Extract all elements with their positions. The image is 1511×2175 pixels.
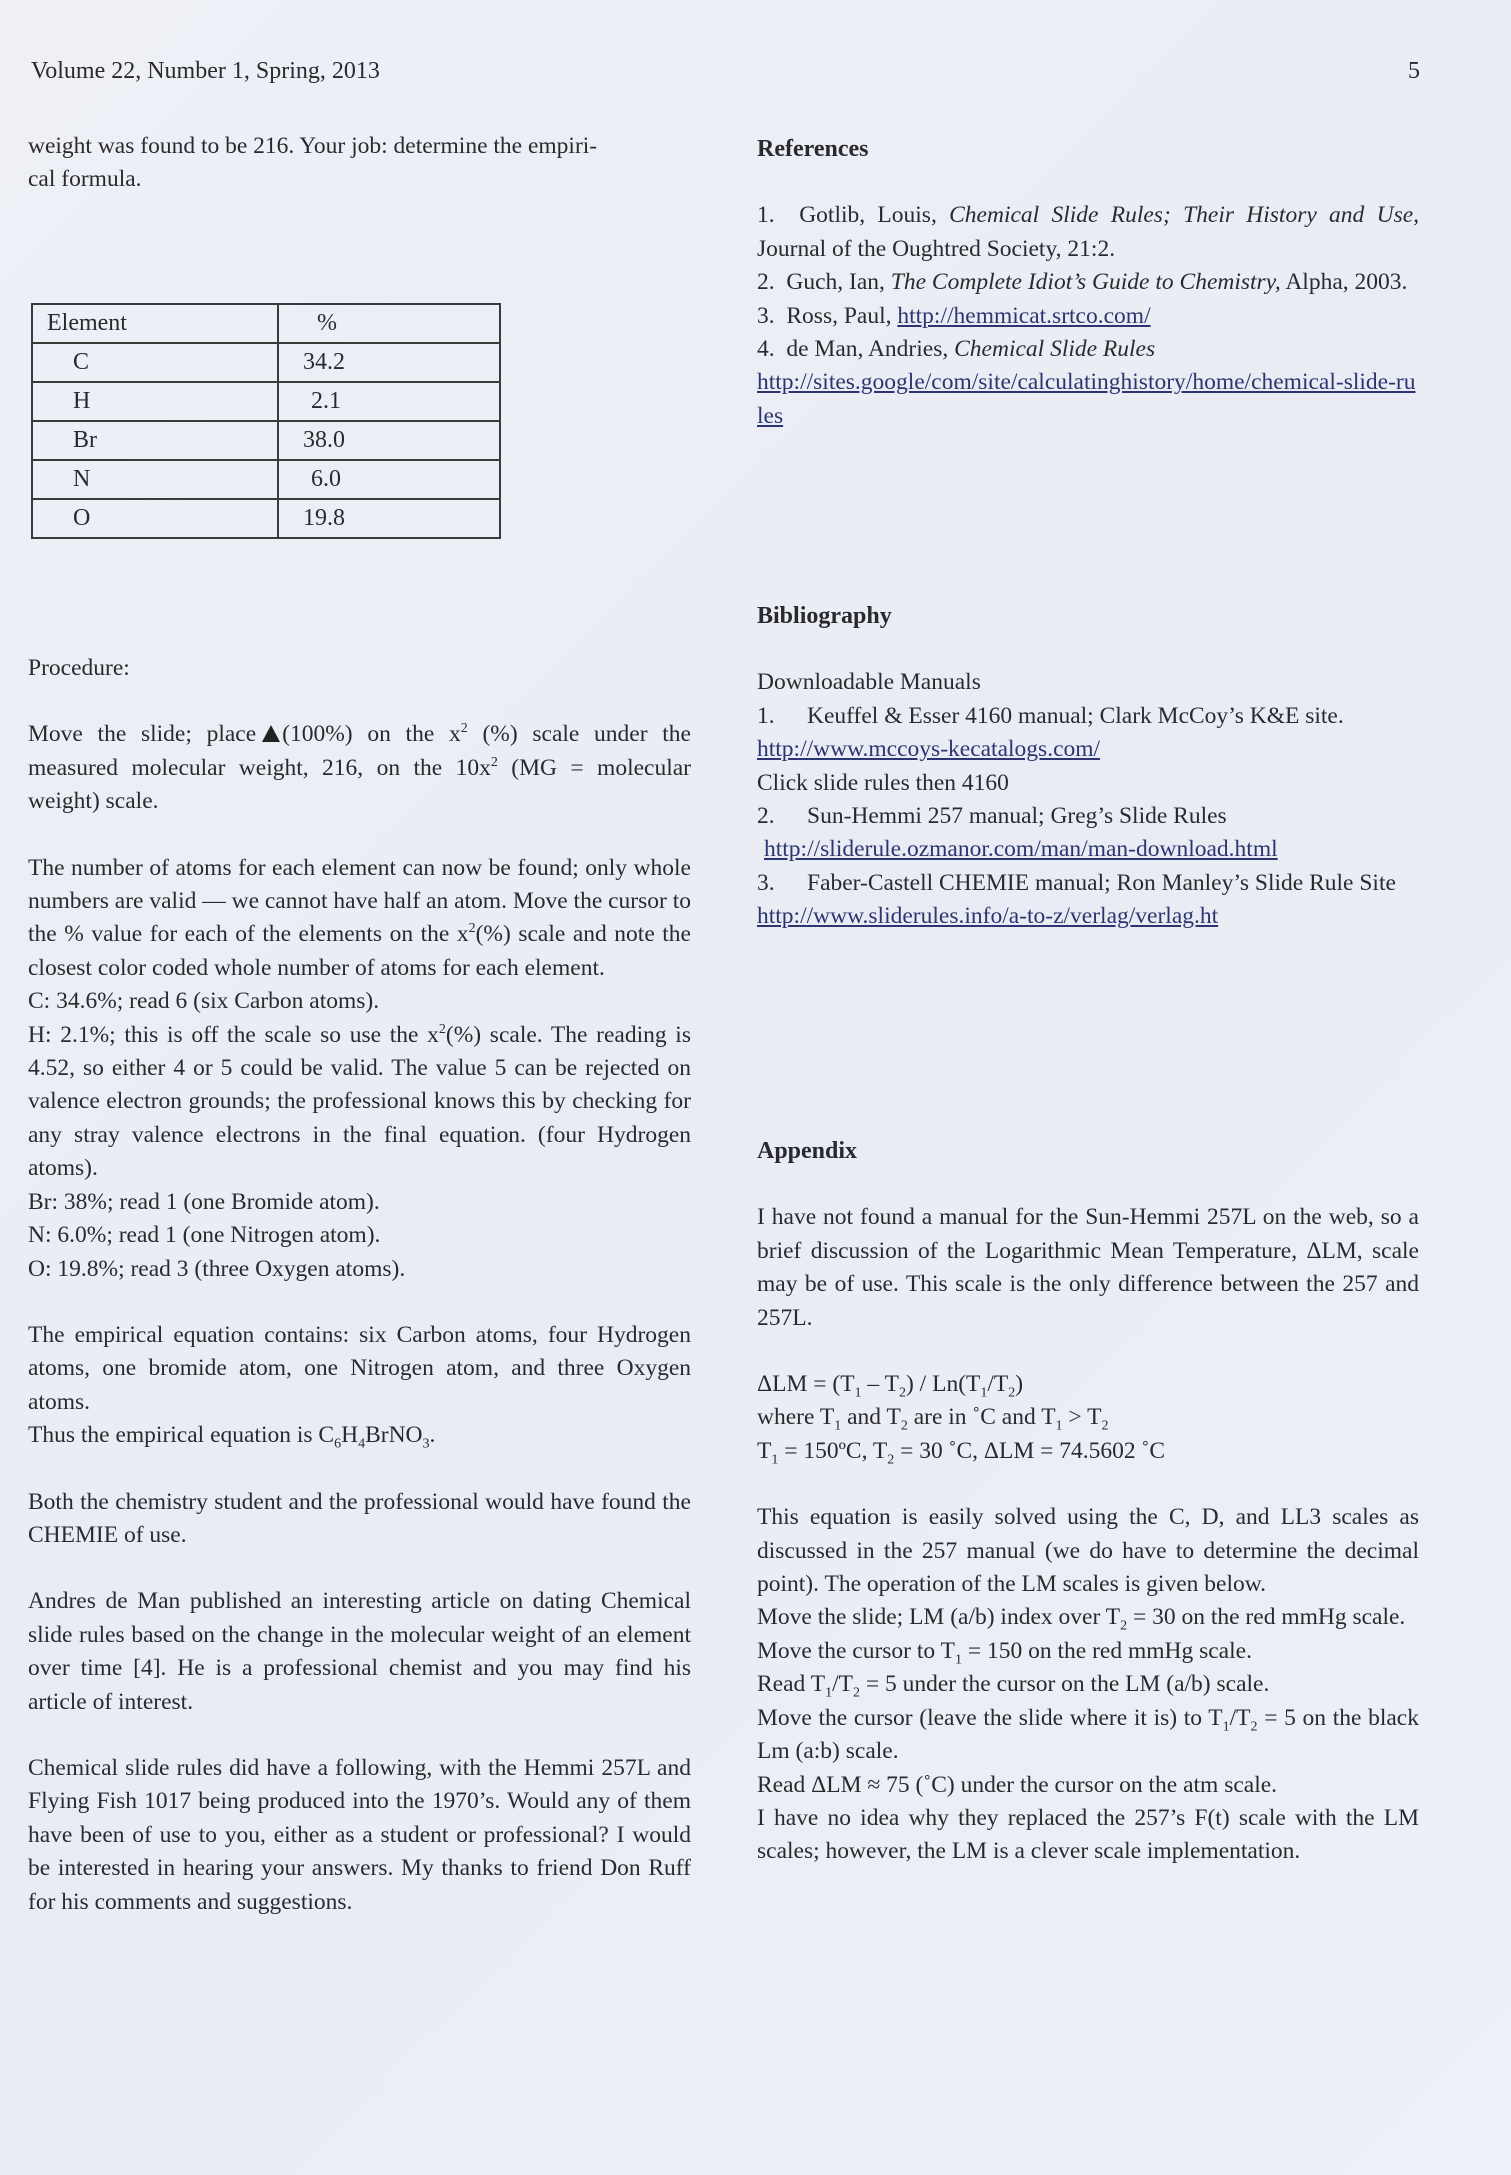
p1-text-b: (100%) on the x xyxy=(282,721,461,748)
formula-sub: 4 xyxy=(358,1436,366,1452)
eq-sub: 2 xyxy=(887,1452,895,1468)
cell-element: O xyxy=(32,499,278,538)
manual-item xyxy=(757,867,1419,900)
formula-sub: 3 xyxy=(422,1436,430,1452)
manual-note: Click slide rules then 4160 xyxy=(757,769,1009,796)
reference-link-line xyxy=(757,366,1419,433)
p2-text-b: (%) scale and note the closest color coded whole number of atoms for each element. xyxy=(28,921,691,981)
step-text: Move the cursor (leave the slide where it is) to T xyxy=(757,1704,1223,1731)
step-sub: 2 xyxy=(852,1685,860,1701)
ref-author: Ross, Paul, xyxy=(786,302,892,329)
de-man-paragraph: Andres de Man published an interesting article on dating Chemical slide rules based on the change in the molecular weight of an element over time [4]. He is a professional chemist and you may find his article of interest. xyxy=(28,1588,691,1715)
oxygen-line: O: 19.8%; read 3 (three Oxygen atoms). xyxy=(28,1255,406,1282)
appendix-heading: Appendix xyxy=(757,1138,858,1164)
closing-paragraph: Chemical slide rules did have a following, with the Hemmi 257L and Flying Fish 1017 being produced into the 1970’s. Would any of them have been of use to you, either as a student or professional? I would be interested in hearing your answers. My thanks to friend Don Ruff for his comments and suggestions. xyxy=(28,1754,691,1915)
cell-element: Br xyxy=(32,421,278,460)
step-sub: 1 xyxy=(825,1685,833,1701)
header-percent: % xyxy=(278,304,500,343)
manual-item xyxy=(757,700,1419,733)
ref-link[interactable]: http://sites.google/com/site/calculatinghistory/home/chemical-slide-rules xyxy=(757,369,1416,429)
running-header: Volume 22, Number 1, Spring, 2013 xyxy=(31,58,380,84)
ref-author: de Man, Andries, xyxy=(786,336,949,363)
cell-percent: 38.0 xyxy=(278,421,500,460)
h-text-a: H: 2.1%; this is off the scale so use the x xyxy=(28,1021,439,1048)
ref-num: 3. xyxy=(757,302,775,329)
eq-text: – T xyxy=(861,1371,899,1398)
eq-text: where T xyxy=(757,1404,835,1431)
table-row xyxy=(32,343,500,382)
table-row xyxy=(32,421,500,460)
ref-title: Chemical Slide Rules xyxy=(954,336,1156,363)
hydrogen-paragraph xyxy=(28,1019,691,1186)
equation-line-1 xyxy=(757,1368,1419,1401)
table-row xyxy=(32,499,500,538)
eq-text: T xyxy=(757,1437,772,1464)
appendix-step xyxy=(757,1601,1419,1634)
step-text: Move the cursor to T xyxy=(757,1637,955,1664)
procedure-step-paragraph xyxy=(28,718,691,818)
step-text: = 30 on the red mmHg scale. xyxy=(1127,1604,1406,1631)
step-text: Move the slide; LM (a/b) index over T xyxy=(757,1604,1121,1631)
appendix-closing: I have no idea why they replaced the 257’s F(t) scale with the LM scales; however, the LM is a clever scale implementation. xyxy=(757,1804,1419,1865)
atoms-paragraph xyxy=(28,852,691,986)
appendix-method: This equation is easily solved using the C, D, and LL3 scales as discussed in the 257 manual (we do have to determine the decimal point). The operation of the LM scales is given below. xyxy=(757,1504,1419,1598)
references-section xyxy=(757,133,1419,433)
eq-text: = 150ºC, T xyxy=(778,1437,888,1464)
reference-item xyxy=(757,300,1419,333)
intro-paragraph xyxy=(28,130,691,197)
bromine-line: Br: 38%; read 1 (one Bromide atom). xyxy=(28,1188,380,1215)
element-percent-table xyxy=(31,303,501,539)
eq-text: ) / Ln(T xyxy=(905,1371,981,1398)
cell-element: N xyxy=(32,460,278,499)
equation-line-3 xyxy=(757,1435,1419,1468)
ref-author: Gotlib, Louis, xyxy=(799,202,937,229)
ref-num: 1. xyxy=(757,202,775,229)
ref-num: 2. xyxy=(757,269,775,296)
step-text: /T xyxy=(832,1671,853,1698)
cell-percent: 34.2 xyxy=(278,343,500,382)
p1-sup: 2 xyxy=(460,721,468,737)
appendix-step: Read ΔLM ≈ 75 (˚C) under the cursor on the atm scale. xyxy=(757,1771,1278,1798)
manual-item xyxy=(757,800,1419,833)
step-sub: 1 xyxy=(1222,1719,1230,1735)
cell-percent: 6.0 xyxy=(278,460,500,499)
equation-line-2 xyxy=(757,1401,1419,1434)
eq-sub: 1 xyxy=(980,1385,988,1401)
appendix-step xyxy=(757,1668,1419,1701)
manual-link[interactable]: http://www.mccoys-kecatalogs.com/ xyxy=(757,736,1101,763)
empirical-formula-line xyxy=(28,1419,691,1452)
appendix-step xyxy=(757,1635,1419,1668)
triangle-index-icon xyxy=(262,725,280,742)
p2-text-a: The number of atoms for each element can now be found; only whole numbers are valid — we cannot have half an atom. Move the cursor to the % value for each of the elements on the x xyxy=(28,854,692,948)
procedure-section xyxy=(28,652,691,1919)
manual-num: 3. xyxy=(757,869,775,896)
eq-text: > T xyxy=(1062,1404,1102,1431)
references-heading: References xyxy=(757,136,869,162)
reference-item xyxy=(757,199,1419,266)
cell-element: H xyxy=(32,382,278,421)
ref-title: The Complete Idiot’s Guide to Chemistry, xyxy=(890,269,1281,296)
ref-title: Chemical Slide Rules; Their History and Use, xyxy=(949,202,1420,229)
ref-num: 4. xyxy=(757,336,775,363)
cell-percent: 2.1 xyxy=(278,382,500,421)
eq-text: /T xyxy=(987,1371,1009,1398)
step-sub: 2 xyxy=(1250,1719,1258,1735)
p2-sup: 2 xyxy=(468,921,476,937)
table-row xyxy=(32,382,500,421)
p1-sup: 2 xyxy=(490,754,498,770)
eq-sub: 1 xyxy=(771,1452,779,1468)
bibliography-heading: Bibliography xyxy=(757,603,892,629)
formula-end: . xyxy=(429,1422,436,1449)
ref-rest: Alpha, 2003. xyxy=(1285,269,1408,296)
formula-sub: 6 xyxy=(334,1436,342,1452)
eq-sub: 1 xyxy=(854,1385,862,1401)
formula-prefix: Thus the empirical equation is C xyxy=(28,1422,335,1449)
h-sup: 2 xyxy=(438,1021,446,1037)
table-header-row xyxy=(32,304,500,343)
reference-item xyxy=(757,266,1419,299)
step-text: Read T xyxy=(757,1671,826,1698)
ref-link[interactable]: http://hemmicat.srtco.com/ xyxy=(897,302,1151,329)
p1-text-c: (%) scale under the measured molecular weight, 216, on the 10x xyxy=(28,721,691,781)
manual-link[interactable]: http://www.sliderules.info/a-to-z/verlag/verlag.ht xyxy=(757,903,1219,930)
step-text: = 150 on the red mmHg scale. xyxy=(961,1637,1252,1664)
manual-link-line xyxy=(757,900,1419,933)
step-text: = 5 on the black Lm (a:b) scale. xyxy=(757,1704,1419,1765)
page-number: 5 xyxy=(1408,58,1420,84)
manual-link-line xyxy=(757,833,1419,866)
bibliography-section xyxy=(757,600,1419,934)
formula-brno: BrNO xyxy=(365,1422,423,1449)
ref-rest: Journal of the Oughtred Society, 21:2. xyxy=(757,235,1116,262)
step-sub: 1 xyxy=(954,1652,962,1668)
manual-text: Sun-Hemmi 257 manual; Greg’s Slide Rules xyxy=(807,803,1227,830)
eq-sub: 1 xyxy=(1055,1419,1063,1435)
intro-line-2: cal formula. xyxy=(28,166,142,193)
manual-link[interactable]: http://sliderule.ozmanor.com/man/man-download.html xyxy=(764,836,1278,863)
nitrogen-line: N: 6.0%; read 1 (one Nitrogen atom). xyxy=(28,1222,381,1249)
step-text: = 5 under the cursor on the LM (a/b) scale. xyxy=(859,1671,1270,1698)
eq-sub: 1 xyxy=(834,1419,842,1435)
eq-sub: 2 xyxy=(900,1419,908,1435)
eq-text: ) xyxy=(1015,1371,1024,1398)
eq-text: ΔLM = (T xyxy=(757,1371,855,1398)
cell-percent: 19.8 xyxy=(278,499,500,538)
formula-h: H xyxy=(341,1422,359,1449)
appendix-intro: I have not found a manual for the Sun-Hemmi 257L on the web, so a brief discussion of the Logarithmic Mean Temperature, ΔLM, scale may be of use. This scale is the only difference between the 257 and 257L. xyxy=(757,1204,1419,1331)
manual-text: Faber-Castell CHEMIE manual; Ron Manley’s Slide Rule Site xyxy=(807,869,1396,896)
manual-link-line xyxy=(757,733,1419,766)
procedure-label: Procedure: xyxy=(28,655,130,681)
p1-text-a: Move the slide; place xyxy=(28,721,257,748)
eq-text: are in ˚C and T xyxy=(907,1404,1056,1431)
intro-line-1: weight was found to be 216. Your job: determine the empiri- xyxy=(28,133,598,159)
header-element: Element xyxy=(32,304,278,343)
appendix-step xyxy=(757,1702,1419,1769)
p1-text-d: (MG = molecular weight) scale. xyxy=(28,754,691,815)
step-sub: 2 xyxy=(1120,1619,1128,1635)
manual-num: 2. xyxy=(757,803,775,830)
downloadable-manuals-label: Downloadable Manuals xyxy=(757,669,981,696)
empirical-contents-paragraph: The empirical equation contains: six Carbon atoms, four Hydrogen atoms, one bromide atom, one Nitrogen atom, and three Oxygen atoms. xyxy=(28,1321,691,1415)
appendix-section xyxy=(757,1135,1419,1869)
cell-element: C xyxy=(32,343,278,382)
eq-text: = 30 ˚C, ΔLM = 74.5602 ˚C xyxy=(894,1437,1166,1464)
h-text-b: (%) scale. The reading is 4.52, so either 4 or 5 could be valid. The value 5 can be rejected on valence electron grounds; the professional knows this by checking for any stray valence electrons in the final equation. (four Hydrogen atoms). xyxy=(28,1021,691,1182)
step-text: /T xyxy=(1229,1704,1251,1731)
manual-num: 1. xyxy=(757,702,775,729)
eq-sub: 2 xyxy=(898,1385,906,1401)
ref-author: Guch, Ian, xyxy=(786,269,885,296)
reference-item xyxy=(757,333,1419,366)
chemie-paragraph: Both the chemistry student and the professional would have found the CHEMIE of use. xyxy=(28,1488,691,1548)
manual-text: Keuffel & Esser 4160 manual; Clark McCoy’s K&E site. xyxy=(807,702,1344,729)
eq-sub: 2 xyxy=(1101,1419,1109,1435)
carbon-line: C: 34.6%; read 6 (six Carbon atoms). xyxy=(28,988,380,1015)
table-row xyxy=(32,460,500,499)
eq-text: and T xyxy=(841,1404,901,1431)
eq-sub: 2 xyxy=(1008,1385,1016,1401)
